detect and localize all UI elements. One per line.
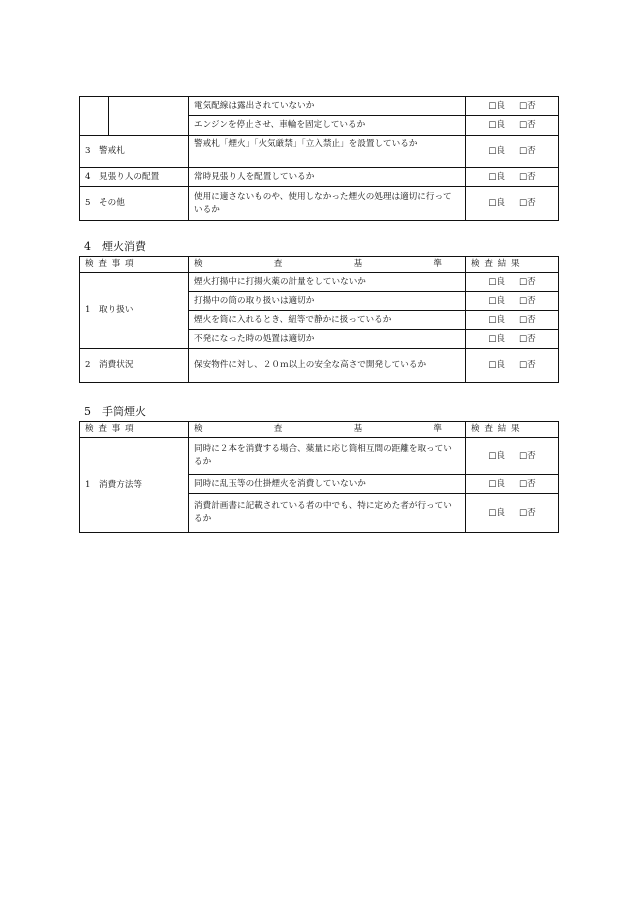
checkbox-bad[interactable]: □否 xyxy=(519,198,536,209)
checkbox-good[interactable]: □良 xyxy=(488,450,505,461)
checkbox-bad[interactable]: □否 xyxy=(519,100,536,111)
table-row xyxy=(80,168,559,187)
fireworks-consumption-table xyxy=(79,256,559,383)
checkbox-bad[interactable]: □否 xyxy=(519,333,536,344)
checkbox-good[interactable]: □良 xyxy=(488,276,505,287)
result-cell xyxy=(466,292,559,311)
item-cell: 1 消費方法等 xyxy=(80,438,189,533)
item-cell: 1 取り扱い xyxy=(80,273,189,349)
item-cell: 4 見張り人の配置 xyxy=(80,168,189,187)
criterion-cell: 警戒札「煙火」「火気厳禁」「立入禁止」を設置しているか xyxy=(189,136,466,168)
result-cell xyxy=(466,475,559,494)
checkbox-bad[interactable]: □否 xyxy=(519,507,536,518)
header-item: 検査事項 xyxy=(80,257,189,273)
header-result: 検査結果 xyxy=(466,422,559,438)
criterion-cell: 煙火を筒に入れるとき、紐等で静かに扱っているか xyxy=(189,311,466,330)
header-item: 検査事項 xyxy=(80,422,189,438)
checkbox-good[interactable]: □良 xyxy=(488,171,505,182)
checkbox-bad[interactable]: □否 xyxy=(519,146,536,157)
criterion-cell: 消費計画書に記載されている者の中でも、特に定めた者が行っているか xyxy=(189,494,466,533)
header-criteria: 検 査 基 準 xyxy=(189,257,466,273)
result-cell xyxy=(466,330,559,349)
result-cell xyxy=(466,438,559,475)
criterion-cell: 不発になった時の処置は適切か xyxy=(189,330,466,349)
checkbox-good[interactable]: □良 xyxy=(488,146,505,157)
table-row xyxy=(80,97,559,116)
result-cell xyxy=(466,116,559,136)
checkbox-good[interactable]: □良 xyxy=(488,120,505,131)
item-cell: 5 その他 xyxy=(80,187,189,221)
table-row xyxy=(80,187,559,221)
criterion-cell: 同時に２本を消費する場合、薬量に応じ筒相互間の距離を取っているか xyxy=(189,438,466,475)
checkbox-good[interactable]: □良 xyxy=(488,360,505,371)
checkbox-bad[interactable]: □否 xyxy=(519,450,536,461)
criterion-cell: 電気配線は露出されていないか xyxy=(189,97,466,116)
checkbox-bad[interactable]: □否 xyxy=(519,360,536,371)
item-cell: 3 警戒札 xyxy=(80,136,189,168)
result-cell xyxy=(466,97,559,116)
criterion-cell: 常時見張り人を配置しているか xyxy=(189,168,466,187)
checkbox-bad[interactable]: □否 xyxy=(519,478,536,489)
checkbox-bad[interactable]: □否 xyxy=(519,314,536,325)
table-row xyxy=(80,136,559,168)
section-title: 5 手筒煙火 xyxy=(84,405,146,418)
table-row xyxy=(80,349,559,383)
table-row xyxy=(80,273,559,292)
criterion-cell: 同時に乱玉等の仕掛煙火を消費していないか xyxy=(189,475,466,494)
result-cell xyxy=(466,273,559,292)
table-header-row xyxy=(80,257,559,273)
result-cell xyxy=(466,311,559,330)
checkbox-bad[interactable]: □否 xyxy=(519,276,536,287)
result-cell xyxy=(466,168,559,187)
result-cell xyxy=(466,349,559,383)
checkbox-bad[interactable]: □否 xyxy=(519,171,536,182)
criterion-cell: 打揚中の筒の取り扱いは適切か xyxy=(189,292,466,311)
criterion-cell: 保安物件に対し、２０ｍ以上の安全な高さで開発しているか xyxy=(189,349,466,383)
inspection-table-continued xyxy=(79,96,559,221)
table-header-row xyxy=(80,422,559,438)
result-cell xyxy=(466,136,559,168)
checkbox-good[interactable]: □良 xyxy=(488,100,505,111)
result-cell xyxy=(466,187,559,221)
checkbox-bad[interactable]: □否 xyxy=(519,295,536,306)
checkbox-bad[interactable]: □否 xyxy=(519,120,536,131)
header-result: 検査結果 xyxy=(466,257,559,273)
header-criteria: 検 査 基 準 xyxy=(189,422,466,438)
hand-held-fireworks-table xyxy=(79,421,559,533)
checkbox-good[interactable]: □良 xyxy=(488,478,505,489)
checkbox-good[interactable]: □良 xyxy=(488,198,505,209)
result-cell xyxy=(466,494,559,533)
checkbox-good[interactable]: □良 xyxy=(488,295,505,306)
checkbox-good[interactable]: □良 xyxy=(488,507,505,518)
checkbox-good[interactable]: □良 xyxy=(488,333,505,344)
criterion-cell: 煙火打揚中に打揚火薬の計量をしていないか xyxy=(189,273,466,292)
checkbox-good[interactable]: □良 xyxy=(488,314,505,325)
section-title: 4 煙火消費 xyxy=(84,240,146,253)
criterion-cell: 使用に適さないものや、使用しなかった煙火の処理は適切に行っているか xyxy=(189,187,466,221)
table-row xyxy=(80,438,559,475)
criterion-cell: エンジンを停止させ、車輪を固定しているか xyxy=(189,116,466,136)
item-cell: 2 消費状況 xyxy=(80,349,189,383)
